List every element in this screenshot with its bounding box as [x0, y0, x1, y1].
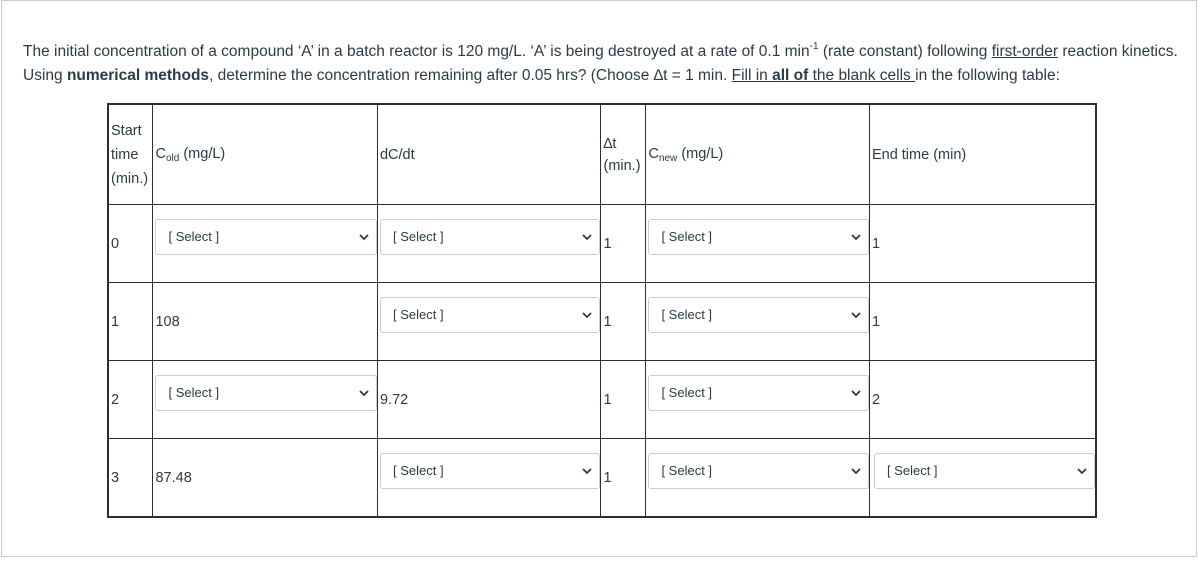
- question-text: [23, 40, 1183, 88]
- dcdt-cell: [377, 205, 601, 283]
- table-header-row: [108, 104, 1096, 205]
- question-part: (rate constant) following: [818, 43, 992, 60]
- chevron-down-icon: [358, 231, 370, 243]
- chevron-down-icon: [581, 231, 593, 243]
- c-old-select[interactable]: [155, 219, 377, 255]
- question-part: in the following table:: [915, 67, 1060, 84]
- header-dcdt: dC/dt: [377, 104, 601, 205]
- dcdt-select[interactable]: [380, 219, 601, 255]
- chevron-down-icon: [850, 309, 862, 321]
- select-placeholder: [ Select ]: [661, 463, 713, 478]
- header-c-new: $C_{new}$ (mg/L): [646, 104, 870, 205]
- c-new-select[interactable]: [648, 219, 869, 255]
- underlined-instruction: [732, 67, 916, 84]
- header-c-old: $C_{old}$ (mg/L): [153, 104, 378, 205]
- chevron-down-icon: [358, 387, 370, 399]
- answer-table: [107, 103, 1097, 518]
- start-time-cell: 0: [108, 205, 153, 283]
- select-placeholder: [ Select ]: [392, 463, 444, 478]
- select-placeholder: [ Select ]: [886, 463, 938, 478]
- dcdt-cell: [377, 439, 601, 518]
- chevron-down-icon: [581, 465, 593, 477]
- all-of-text: all of: [772, 67, 809, 84]
- chevron-down-icon: [850, 387, 862, 399]
- start-time-cell: 3: [108, 439, 153, 518]
- header-start-time: Start time (min.): [108, 104, 153, 205]
- fill-in-text: Fill in: [731, 67, 773, 84]
- end-time-cell: 1: [869, 283, 1096, 361]
- dcdt-cell: 9.72: [377, 361, 601, 439]
- c-old-cell: [153, 205, 378, 283]
- question-part: The initial concentration of a compound ‘A’ in a batch reactor is 120 mg/L. ‘A’ is being destroyed at a rate of 0.1 min: [23, 43, 810, 60]
- dcdt-cell: [377, 283, 601, 361]
- chevron-down-icon: [1076, 465, 1088, 477]
- c-old-select[interactable]: [155, 375, 377, 411]
- start-time-cell: 2: [108, 361, 153, 439]
- end-time-cell: [869, 439, 1096, 518]
- select-placeholder: [ Select ]: [168, 385, 220, 400]
- c-old-cell: 87.48: [153, 439, 378, 518]
- table-row: [108, 205, 1096, 283]
- c-new-cell: [646, 439, 870, 518]
- table-row: [108, 361, 1096, 439]
- dt-cell: 1: [601, 283, 646, 361]
- header-end-time: End time (min): [869, 104, 1096, 205]
- dt-cell: 1: [601, 205, 646, 283]
- chevron-down-icon: [581, 309, 593, 321]
- dcdt-select[interactable]: [380, 453, 601, 489]
- blank-cells-text: the blank cells: [808, 67, 916, 84]
- c-new-select[interactable]: [648, 453, 869, 489]
- c-old-cell: [153, 361, 378, 439]
- chevron-down-icon: [850, 231, 862, 243]
- table-row: [108, 439, 1096, 518]
- select-placeholder: [ Select ]: [392, 229, 444, 244]
- select-placeholder: [ Select ]: [661, 385, 713, 400]
- c-new-cell: [646, 205, 870, 283]
- first-order-link[interactable]: first-order: [991, 43, 1059, 60]
- question-part: reaction kinetics. Using: [23, 43, 1178, 84]
- end-time-cell: 2: [869, 361, 1096, 439]
- header-dt: ∆t (min.): [601, 104, 646, 205]
- table-row: [108, 283, 1096, 361]
- select-placeholder: [ Select ]: [661, 229, 713, 244]
- c-old-cell: 108: [153, 283, 378, 361]
- chevron-down-icon: [850, 465, 862, 477]
- end-time-select[interactable]: [874, 453, 1095, 489]
- select-placeholder: [ Select ]: [392, 307, 444, 322]
- end-time-cell: 1: [869, 205, 1096, 283]
- c-new-cell: [646, 361, 870, 439]
- superscript: -1: [809, 40, 819, 52]
- c-new-select[interactable]: [648, 297, 869, 333]
- select-placeholder: [ Select ]: [168, 229, 220, 244]
- question-part: , determine the concentration remaining after 0.05 hrs? (Choose ∆t = 1 min.: [209, 67, 732, 84]
- select-placeholder: [ Select ]: [661, 307, 713, 322]
- dt-cell: 1: [601, 439, 646, 518]
- dcdt-select[interactable]: [380, 297, 601, 333]
- bold-text: numerical methods: [66, 67, 210, 84]
- start-time-cell: 1: [108, 283, 153, 361]
- c-new-select[interactable]: [648, 375, 869, 411]
- c-new-cell: [646, 283, 870, 361]
- dt-cell: 1: [601, 361, 646, 439]
